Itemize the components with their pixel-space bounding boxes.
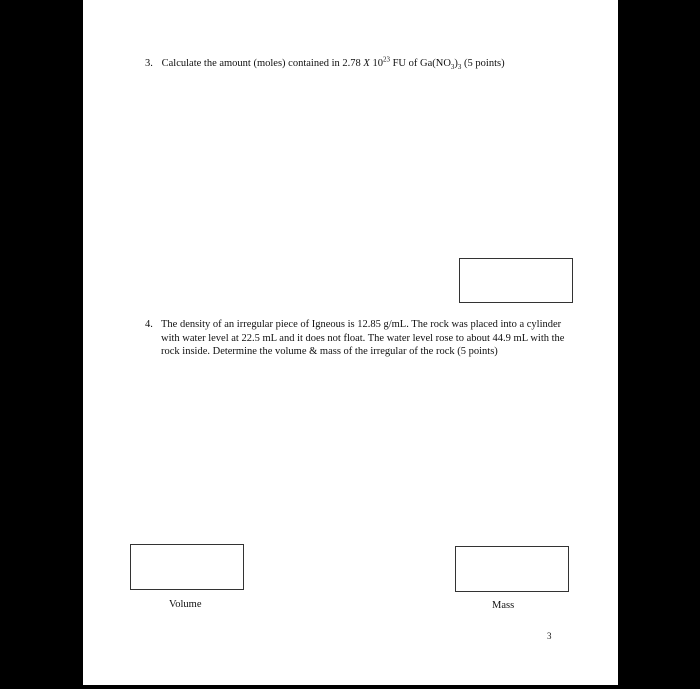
question-4	[145, 318, 565, 359]
question-3-subscript-1: 3	[450, 63, 455, 72]
question-3-formula-close: )	[454, 58, 458, 69]
question-3-subscript-2: 3	[457, 63, 462, 72]
document-page	[83, 0, 618, 685]
mass-label: Mass	[492, 600, 515, 611]
question-3-times-symbol: X	[363, 58, 370, 69]
mass-answer-box[interactable]	[455, 546, 569, 592]
question-4-number: 4.	[145, 319, 153, 330]
question-4-text: The density of an irregular piece of Igneous is 12.85 g/mL. The rock was placed into a cylinder with water level at 22.5 mL and it does not float. The water level rose to about 44.9 mL with the rock inside. Determine the volume & mass of the irregular of the rock (5 points)	[161, 319, 565, 357]
question-3-formula: FU of Ga(NO	[392, 58, 451, 69]
question-3-exponent: 23	[382, 55, 390, 64]
question-3-base: 10	[372, 58, 383, 69]
volume-answer-box[interactable]	[130, 544, 244, 590]
question-3-answer-box[interactable]	[459, 258, 573, 303]
question-3	[145, 57, 505, 71]
question-3-points: (5 points)	[464, 58, 505, 69]
question-3-number: 3.	[145, 58, 153, 69]
question-3-text: Calculate the amount (moles) contained in 2.78	[161, 58, 361, 69]
volume-label: Volume	[169, 599, 202, 610]
page-number: 3	[547, 631, 552, 641]
